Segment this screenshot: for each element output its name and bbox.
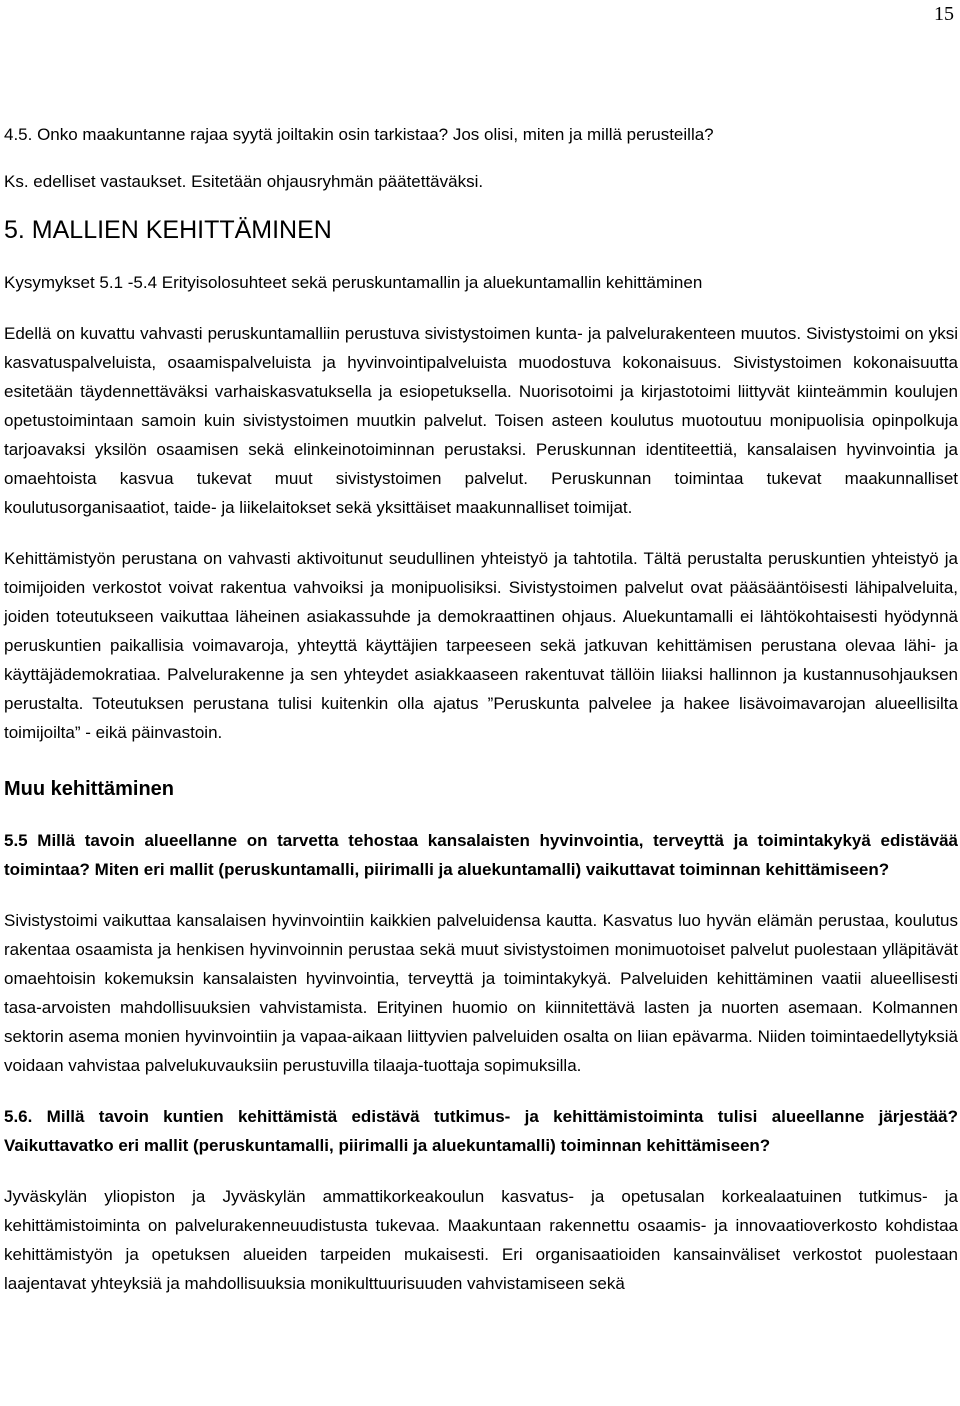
questions-5-1-5-4-label: Kysymykset 5.1 -5.4 Erityisolosuhteet sekä peruskuntamallin ja aluekuntamallin kehittäminen	[4, 273, 703, 292]
answer-5-5: Sivistystoimi vaikuttaa kansalaisen hyvinvointiin kaikkien palveluidensa kautta. Kasvatus luo hyvän elämän perustaa, koulutus rakentaa osaamista ja henkisen hyvinvoinnin perustaa sekä muut sivistystoimen monimuotoiset palvelut puolestaan ylläpitävät omaehtoisin kokemuksin kansalaisten hyvinvointia, terveyttä ja toimintakykyä. Palveluiden kehittäminen vaatii alueellisesti tasa-arvoisten mahdollisuuksien vahvistamista. Erityinen huomio on kiinnitettävä lasten ja nuorten asemaan. Kolmannen sektorin asema monien hyvinvointiin ja vapaa-aikaan liittyvien palveluiden osalta on liian epävarma. Niiden toimintaedellytyksiä voidaan vahvistaa palvelukuvauksiin perustuvilla tilaaja-tuottaja sopimuksilla.	[4, 911, 958, 1075]
muu-kehittaminen-heading: Muu kehittäminen	[4, 778, 175, 800]
page-number: 15	[934, 3, 954, 25]
section-5-paragraph-1: Edellä on kuvattu vahvasti peruskuntamalliin perustuva sivistystoimen kunta- ja palvelurakenteen muutos. Sivistystoimi on yksi kasvatuspalveluista, osaamispalveluista ja hyvinvointipalveluista muodostuva kokonaisuus. Sivistystoimen kokonaisuutta esitetään täydennettäväksi varhaiskasvatuksella ja esiopetuksella. Nuorisotoimi ja kirjastotoimi liittyvät kiinteämmin koulujen opetustoimintaan samoin kuin sivistystoimen muutkin palvelut. Toisen asteen koulutus muotoutuu monipuolisia opinpolkuja tarjoavaksi yksilön osaamisen sekä elinkeinotoiminnan perustaksi. Peruskunnan identiteettiä, kansalaisen hyvinvointia ja omaehtoista kasvua tukevat muut sivistystoimen palvelut. Peruskunnan toimintaa tukevat maakunnalliset koulutusorganisaatiot, taide- ja liikelaitokset sekä yksittäiset maakunnalliset toimijat.	[4, 324, 958, 517]
question-5-6: 5.6. Millä tavoin kuntien kehittämistä edistävä tutkimus- ja kehittämistoiminta tulisi alueellanne järjestää? Vaikuttavatko eri mallit (peruskuntamalli, piirimalli ja aluekuntamalli) toiminnan kehittämiseen?	[4, 1107, 958, 1155]
answer-4-5: Ks. edelliset vastaukset. Esitetään ohjausryhmän päätettäväksi.	[4, 172, 484, 191]
section-5-heading: 5. MALLIEN KEHITTÄMINEN	[4, 216, 332, 244]
answer-5-6: Jyväskylän yliopiston ja Jyväskylän ammattikorkeakoulun kasvatus- ja opetusalan korkealaatuinen tutkimus- ja kehittämistoiminta on palvelurakenneuudistusta tukevaa. Maakuntaan rakennettu osaamis- ja innovaatioverkosto kohdistaa kehittämistyön ja opetuksen alueiden tarpeiden mukaisesti. Eri organisaatioiden kansainväliset verkostot puolestaan laajentavat yhteyksiä ja mahdollisuuksia monikulttuurisuuden vahvistamiseen sekä	[4, 1187, 958, 1293]
section-5-paragraph-2: Kehittämistyön perustana on vahvasti aktivoitunut seudullinen yhteistyö ja tahtotila. Tältä perustalta peruskuntien yhteistyö ja toimijoiden verkostot voivat rakentua vahvoiksi ja monipuolisiksi. Sivistystoimen palvelut ovat pääsääntöisesti lähipalveluita, joiden toteutukseen vaikuttaa läheinen asiakassuhde ja demokraattinen ohjaus. Aluekuntamalli ei lähtökohtaisesti hyödynnä peruskuntien paikallisia voimavaroja, yhteyttä käyttäjien tarpeeseen sekä jatkuvan kehittämisen perustana olevaa lähi- ja käyttäjädemokratiaa. Palvelurakenne ja sen yhteydet asiakkaaseen rakentuvat tällöin liiaksi hallinnon ja kustannusohjauksen perustalta. Toteutuksen perustana tulisi kuitenkin olla ajatus ”Peruskunta palvelee ja hakee lisävoimavarojan alueellisilta toimijoilta” - eikä päinvastoin.	[4, 549, 958, 742]
question-4-5: 4.5. Onko maakuntanne rajaa syytä joiltakin osin tarkistaa? Jos olisi, miten ja millä perusteilla?	[4, 125, 714, 144]
page-content	[4, 120, 958, 1298]
question-5-5: 5.5 Millä tavoin alueellanne on tarvetta tehostaa kansalaisten hyvinvointia, terveyttä ja toimintakykyä edistävää toimintaa? Miten eri mallit (peruskuntamalli, piirimalli ja aluekuntamalli) vaikuttavat toiminnan kehittämiseen?	[4, 831, 958, 879]
